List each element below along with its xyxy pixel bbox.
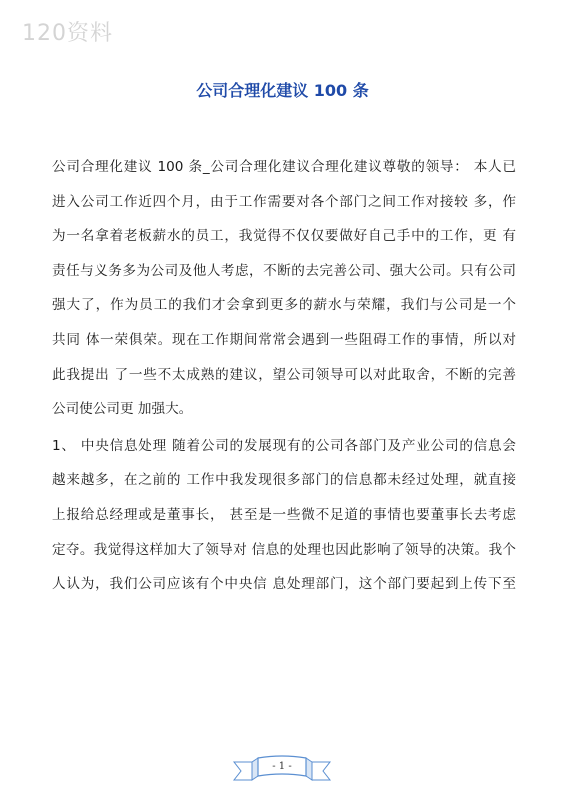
body-line: 公司合理化建议 100 条_公司合理化建议合理化建议尊敬的领导： 本人已 (52, 159, 516, 175)
document-body (52, 150, 516, 602)
body-line: 1、 中央信息处理 随着公司的发展现有的公司各部门及产业公司的信息会 (52, 437, 516, 454)
body-line: 进入公司工作近四个月，由于工作需要对各个部门之间工作对接较 多，作 (52, 193, 516, 210)
body-line: 共同 体一荣俱荣。现在工作期间常常会遇到一些阻碍工作的事情，所以对 (52, 331, 516, 348)
body-line: 越来越多，在之前的 工作中我发现很多部门的信息都未经过处理，就直接 (52, 472, 516, 489)
page-footer (232, 752, 332, 786)
body-line: 强大了，作为员工的我们才会拿到更多的薪水与荣耀，我们与公司是一个 (52, 297, 516, 314)
body-line: 人认为，我们公司应该有个中央信 息处理部门，这个部门要起到上传下至 (52, 576, 516, 593)
body-line: 为一名拿着老板薪水的员工，我觉得不仅仅要做好自己手中的工作，更 有 (52, 228, 516, 245)
body-line: 公司使公司更 加强大。 (52, 401, 193, 418)
body-line: 此我提出 了一些不太成熟的建议，望公司领导可以对此取舍，不断的完善 (52, 366, 516, 383)
body-line: 上报给总经理或是董事长， 甚至是一些微不足道的事情也要董事长去考虑 (52, 506, 516, 523)
page-number: - 1 - (272, 761, 292, 772)
watermark: 120资料 (22, 21, 113, 46)
body-line: 定夺。我觉得这样加大了领导对 信息的处理也因此影响了领导的决策。我个 (52, 541, 516, 558)
body-line: 责任与义务多为公司及他人考虑，不断的去完善公司、强大公司。只有公司 (52, 262, 516, 279)
document-title: 公司合理化建议 100 条 (196, 81, 369, 100)
